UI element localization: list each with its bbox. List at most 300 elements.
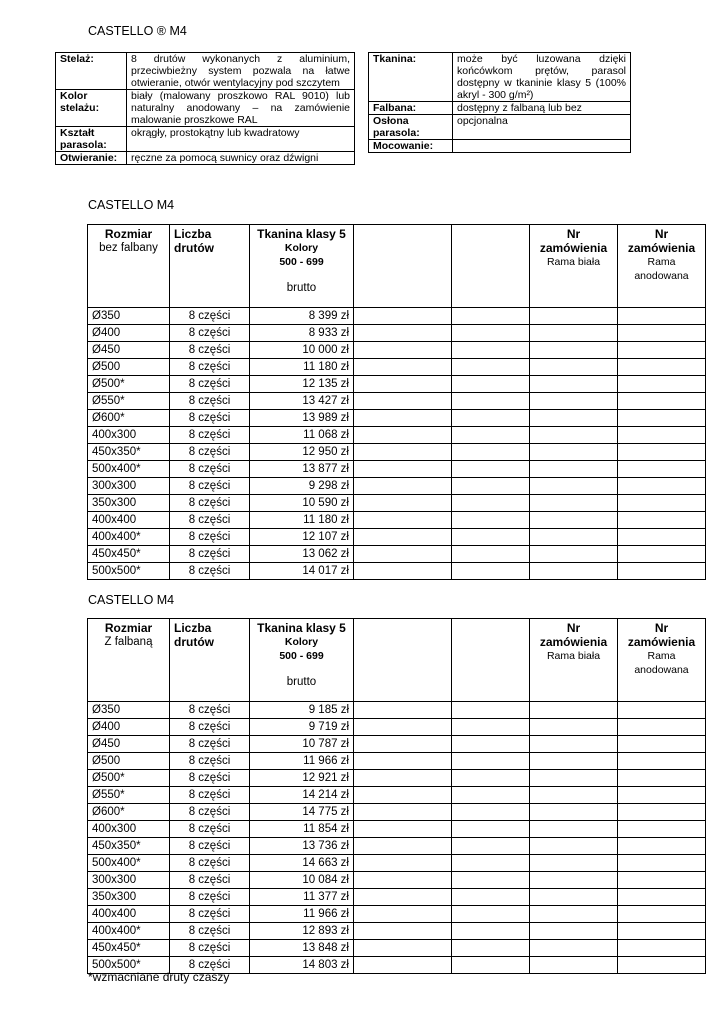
cell-empty [530, 495, 618, 512]
cell-empty [452, 342, 530, 359]
cell-empty [530, 855, 618, 872]
cell-empty [452, 410, 530, 427]
spec-key: Otwieranie: [56, 152, 127, 165]
cell-empty [530, 308, 618, 325]
cell-empty [530, 940, 618, 957]
cell-empty [452, 563, 530, 580]
table-row [88, 427, 706, 444]
cell-wires: 8 części [170, 770, 250, 787]
header-order-frame-type: anodowana [634, 270, 689, 282]
spec-value: opcjonalna [453, 115, 631, 140]
cell-empty [452, 787, 530, 804]
spec-value: biały (malowany proszkowo RAL 9010) lub naturalny anodowany – na zamówienie malowanie proszkowe RAL [127, 90, 355, 127]
header-fabric-gross: brutto [286, 676, 317, 688]
spec-table-frame [55, 52, 355, 165]
cell-size: 450x450* [88, 940, 170, 957]
cell-empty [354, 753, 452, 770]
cell-empty [618, 923, 706, 940]
cell-size: Ø500* [88, 770, 170, 787]
cell-empty [452, 702, 530, 719]
header-fabric-title: Tkanina klasy 5 [257, 227, 346, 241]
cell-wires: 8 części [170, 495, 250, 512]
header-order-nr: Nr [654, 621, 669, 635]
cell-empty [452, 719, 530, 736]
cell-empty [452, 325, 530, 342]
spec-row [369, 102, 631, 115]
cell-size: 400x400* [88, 529, 170, 546]
cell-empty [618, 855, 706, 872]
cell-empty [354, 495, 452, 512]
cell-empty [618, 838, 706, 855]
cell-empty [530, 906, 618, 923]
cell-empty [618, 821, 706, 838]
cell-empty [530, 770, 618, 787]
cell-empty [530, 957, 618, 974]
cell-empty [618, 325, 706, 342]
cell-price: 10 000 zł [250, 342, 354, 359]
table-row [88, 546, 706, 563]
header-order-frame: Rama biała [546, 650, 601, 662]
cell-wires: 8 części [170, 393, 250, 410]
cell-empty [618, 563, 706, 580]
cell-empty [452, 940, 530, 957]
cell-size: 500x500* [88, 957, 170, 974]
cell-price: 11 966 zł [250, 753, 354, 770]
cell-price: 11 180 zł [250, 359, 354, 376]
cell-price: 9 185 zł [250, 702, 354, 719]
table-row [88, 342, 706, 359]
cell-empty [618, 410, 706, 427]
cell-size: 450x450* [88, 546, 170, 563]
header-order-frame: Rama [647, 256, 676, 268]
cell-wires: 8 części [170, 889, 250, 906]
cell-empty [354, 393, 452, 410]
table-row [88, 495, 706, 512]
cell-size: 400x400* [88, 923, 170, 940]
cell-wires: 8 części [170, 461, 250, 478]
cell-empty [618, 957, 706, 974]
cell-empty [452, 308, 530, 325]
cell-empty [452, 546, 530, 563]
cell-empty [452, 821, 530, 838]
cell-empty [618, 359, 706, 376]
table-row [88, 855, 706, 872]
spec-table-left [56, 53, 355, 165]
cell-size: 400x400 [88, 906, 170, 923]
spec-value: może być luzowana dzięki końcówkom prętów, parasol dostępny w tkaninie klasy 5 (100% akryl - 300 g/m²) [453, 53, 631, 102]
cell-price: 12 135 zł [250, 376, 354, 393]
table-row [88, 702, 706, 719]
spec-table-right [369, 53, 631, 153]
cell-wires: 8 części [170, 906, 250, 923]
cell-empty [530, 838, 618, 855]
cell-empty [354, 736, 452, 753]
cell-empty [530, 393, 618, 410]
cell-empty [618, 736, 706, 753]
cell-empty [354, 889, 452, 906]
cell-empty [354, 804, 452, 821]
cell-price: 12 950 zł [250, 444, 354, 461]
cell-wires: 8 części [170, 342, 250, 359]
table-row [88, 753, 706, 770]
cell-wires: 8 części [170, 923, 250, 940]
cell-empty [618, 376, 706, 393]
cell-empty [452, 512, 530, 529]
cell-wires: 8 części [170, 325, 250, 342]
cell-empty [618, 906, 706, 923]
cell-size: Ø600* [88, 410, 170, 427]
cell-size: Ø550* [88, 393, 170, 410]
table-row [88, 359, 706, 376]
header-order-frame: Rama [647, 650, 676, 662]
cell-empty [452, 889, 530, 906]
cell-price: 14 775 zł [250, 804, 354, 821]
cell-wires: 8 części [170, 957, 250, 974]
header-empty [354, 619, 452, 702]
cell-size: 350x300 [88, 495, 170, 512]
cell-empty [452, 529, 530, 546]
cell-empty [452, 736, 530, 753]
spec-row [369, 53, 631, 102]
cell-empty [618, 342, 706, 359]
cell-empty [530, 444, 618, 461]
cell-empty [530, 923, 618, 940]
spec-key: Kolor stelażu: [56, 90, 127, 127]
cell-empty [452, 770, 530, 787]
table-row [88, 461, 706, 478]
cell-empty [618, 546, 706, 563]
cell-wires: 8 części [170, 308, 250, 325]
table-row [88, 889, 706, 906]
cell-empty [354, 906, 452, 923]
cell-empty [530, 478, 618, 495]
spec-value: dostępny z falbaną lub bez [453, 102, 631, 115]
cell-price: 9 298 zł [250, 478, 354, 495]
table-row [88, 308, 706, 325]
cell-empty [354, 787, 452, 804]
cell-wires: 8 części [170, 872, 250, 889]
cell-size: 400x400 [88, 512, 170, 529]
table-row [88, 325, 706, 342]
cell-price: 12 893 zł [250, 923, 354, 940]
cell-empty [354, 855, 452, 872]
header-order-label: zamówienia [627, 241, 696, 255]
cell-empty [452, 495, 530, 512]
cell-empty [530, 702, 618, 719]
cell-wires: 8 części [170, 529, 250, 546]
cell-empty [354, 308, 452, 325]
spec-row [56, 127, 355, 152]
cell-wires: 8 części [170, 546, 250, 563]
cell-empty [452, 461, 530, 478]
table-row [88, 804, 706, 821]
header-wires [170, 225, 250, 308]
cell-size: Ø500 [88, 753, 170, 770]
header-wires-subtitle: drutów [174, 635, 214, 649]
cell-empty [452, 872, 530, 889]
cell-empty [354, 529, 452, 546]
table-row [88, 838, 706, 855]
cell-empty [354, 359, 452, 376]
header-size [88, 225, 170, 308]
spec-table-frame [368, 52, 631, 153]
table-row [88, 512, 706, 529]
cell-empty [618, 393, 706, 410]
table-row [88, 736, 706, 753]
cell-wires: 8 części [170, 512, 250, 529]
cell-empty [530, 427, 618, 444]
header-row [88, 619, 706, 702]
cell-price: 8 399 zł [250, 308, 354, 325]
cell-empty [530, 787, 618, 804]
cell-size: Ø450 [88, 736, 170, 753]
table-row [88, 821, 706, 838]
table-row [88, 478, 706, 495]
cell-empty [452, 444, 530, 461]
cell-size: 350x300 [88, 889, 170, 906]
spec-value: ręczne za pomocą suwnicy oraz dźwigni [127, 152, 355, 165]
header-order-nr: Nr [654, 227, 669, 241]
cell-empty [354, 719, 452, 736]
header-empty [452, 225, 530, 308]
header-wires-title: Liczba [174, 621, 212, 635]
cell-empty [618, 719, 706, 736]
spec-value: 8 drutów wykonanych z aluminium, przeciwbieżny system pozwala na łatwe otwieranie, otwór wentylacyjny pod szczytem [127, 53, 355, 90]
cell-empty [618, 753, 706, 770]
cell-empty [354, 957, 452, 974]
cell-size: 450x350* [88, 444, 170, 461]
cell-size: Ø500 [88, 359, 170, 376]
cell-price: 9 719 zł [250, 719, 354, 736]
header-order-white [530, 225, 618, 308]
cell-wires: 8 części [170, 702, 250, 719]
cell-size: 300x300 [88, 478, 170, 495]
cell-price: 8 933 zł [250, 325, 354, 342]
cell-empty [530, 872, 618, 889]
cell-empty [530, 804, 618, 821]
price-table-no-valance [87, 224, 706, 580]
cell-empty [618, 427, 706, 444]
header-empty [354, 225, 452, 308]
header-size-subtitle: bez falbany [99, 242, 158, 254]
cell-empty [452, 957, 530, 974]
cell-price: 10 084 zł [250, 872, 354, 889]
spec-key: Mocowanie: [369, 140, 453, 153]
cell-empty [618, 308, 706, 325]
cell-size: 400x300 [88, 427, 170, 444]
header-fabric-title: Tkanina klasy 5 [257, 621, 346, 635]
table-row [88, 872, 706, 889]
cell-empty [618, 787, 706, 804]
cell-empty [618, 770, 706, 787]
table-row [88, 906, 706, 923]
cell-size: Ø500* [88, 376, 170, 393]
cell-size: 450x350* [88, 838, 170, 855]
table-row [88, 940, 706, 957]
cell-empty [452, 855, 530, 872]
document-title: CASTELLO ® M4 [88, 24, 187, 38]
cell-empty [452, 753, 530, 770]
spec-key: Osłona parasola: [369, 115, 453, 140]
cell-wires: 8 części [170, 787, 250, 804]
cell-empty [530, 512, 618, 529]
cell-price: 14 017 zł [250, 563, 354, 580]
cell-wires: 8 części [170, 821, 250, 838]
table-row [88, 719, 706, 736]
cell-wires: 8 części [170, 736, 250, 753]
header-size-title: Rozmiar [104, 227, 153, 241]
cell-empty [452, 393, 530, 410]
cell-empty [354, 872, 452, 889]
cell-empty [354, 702, 452, 719]
header-size-title: Rozmiar [104, 621, 153, 635]
table-row [88, 393, 706, 410]
header-fabric [250, 619, 354, 702]
cell-empty [354, 342, 452, 359]
header-size [88, 619, 170, 702]
cell-size: 500x400* [88, 855, 170, 872]
table-row [88, 410, 706, 427]
cell-price: 14 663 zł [250, 855, 354, 872]
header-fabric-colors: Kolory [284, 636, 319, 648]
cell-empty [354, 821, 452, 838]
cell-size: Ø550* [88, 787, 170, 804]
header-fabric [250, 225, 354, 308]
cell-empty [618, 889, 706, 906]
cell-empty [354, 512, 452, 529]
cell-wires: 8 części [170, 753, 250, 770]
table-row [88, 444, 706, 461]
header-order-nr: Nr [566, 621, 581, 635]
cell-wires: 8 części [170, 804, 250, 821]
cell-price: 11 180 zł [250, 512, 354, 529]
header-order-nr: Nr [566, 227, 581, 241]
spec-row [56, 152, 355, 165]
cell-empty [618, 804, 706, 821]
cell-empty [354, 563, 452, 580]
footnote: *wzmacniane druty czaszy [88, 970, 230, 984]
table2-title: CASTELLO M4 [88, 593, 175, 607]
header-order-anodized [618, 619, 706, 702]
cell-empty [618, 872, 706, 889]
cell-empty [618, 495, 706, 512]
cell-empty [354, 325, 452, 342]
cell-empty [530, 410, 618, 427]
header-fabric-range: 500 - 699 [279, 256, 324, 268]
price-table-with-valance [87, 618, 706, 974]
cell-price: 10 590 zł [250, 495, 354, 512]
cell-empty [618, 529, 706, 546]
cell-empty [452, 359, 530, 376]
cell-price: 10 787 zł [250, 736, 354, 753]
cell-empty [530, 889, 618, 906]
header-empty [452, 619, 530, 702]
cell-price: 13 062 zł [250, 546, 354, 563]
cell-empty [354, 838, 452, 855]
spec-key: Stelaż: [56, 53, 127, 90]
table-row [88, 376, 706, 393]
cell-price: 14 803 zł [250, 957, 354, 974]
cell-price: 12 107 zł [250, 529, 354, 546]
cell-price: 11 068 zł [250, 427, 354, 444]
header-order-white [530, 619, 618, 702]
cell-wires: 8 części [170, 838, 250, 855]
cell-price: 13 877 zł [250, 461, 354, 478]
cell-wires: 8 części [170, 427, 250, 444]
cell-empty [452, 838, 530, 855]
cell-wires: 8 części [170, 855, 250, 872]
cell-empty [354, 427, 452, 444]
cell-size: 500x500* [88, 563, 170, 580]
cell-empty [618, 461, 706, 478]
header-fabric-range: 500 - 699 [279, 650, 324, 662]
cell-empty [530, 376, 618, 393]
cell-empty [530, 546, 618, 563]
cell-size: 400x300 [88, 821, 170, 838]
spec-row [369, 115, 631, 140]
spec-row [56, 53, 355, 90]
header-order-anodized [618, 225, 706, 308]
cell-size: Ø350 [88, 308, 170, 325]
cell-price: 14 214 zł [250, 787, 354, 804]
spec-key: Tkanina: [369, 53, 453, 102]
header-wires-subtitle: drutów [174, 241, 214, 255]
cell-size: Ø450 [88, 342, 170, 359]
spec-key: Falbana: [369, 102, 453, 115]
cell-wires: 8 części [170, 478, 250, 495]
cell-empty [530, 461, 618, 478]
cell-empty [354, 410, 452, 427]
cell-empty [530, 342, 618, 359]
cell-price: 13 427 zł [250, 393, 354, 410]
cell-empty [354, 923, 452, 940]
cell-empty [354, 444, 452, 461]
cell-size: 500x400* [88, 461, 170, 478]
cell-empty [354, 376, 452, 393]
cell-wires: 8 części [170, 444, 250, 461]
header-wires-title: Liczba [174, 227, 212, 241]
cell-empty [452, 804, 530, 821]
cell-empty [618, 940, 706, 957]
cell-price: 12 921 zł [250, 770, 354, 787]
cell-wires: 8 części [170, 376, 250, 393]
cell-empty [452, 427, 530, 444]
spec-row [369, 140, 631, 153]
cell-size: Ø400 [88, 325, 170, 342]
cell-price: 13 848 zł [250, 940, 354, 957]
cell-wires: 8 części [170, 940, 250, 957]
spec-key: Kształt parasola: [56, 127, 127, 152]
cell-empty [618, 444, 706, 461]
table-row [88, 770, 706, 787]
cell-empty [530, 325, 618, 342]
cell-empty [354, 770, 452, 787]
table-row [88, 923, 706, 940]
cell-empty [354, 940, 452, 957]
table-row [88, 563, 706, 580]
spec-value: okrągły, prostokątny lub kwadratowy [127, 127, 355, 152]
cell-empty [530, 736, 618, 753]
table-row [88, 787, 706, 804]
header-order-label: zamówienia [539, 635, 608, 649]
cell-empty [530, 753, 618, 770]
cell-price: 13 736 zł [250, 838, 354, 855]
header-size-subtitle: Z falbaną [104, 636, 153, 648]
header-fabric-gross: brutto [286, 282, 317, 294]
cell-empty [530, 359, 618, 376]
cell-price: 11 854 zł [250, 821, 354, 838]
table-row [88, 529, 706, 546]
